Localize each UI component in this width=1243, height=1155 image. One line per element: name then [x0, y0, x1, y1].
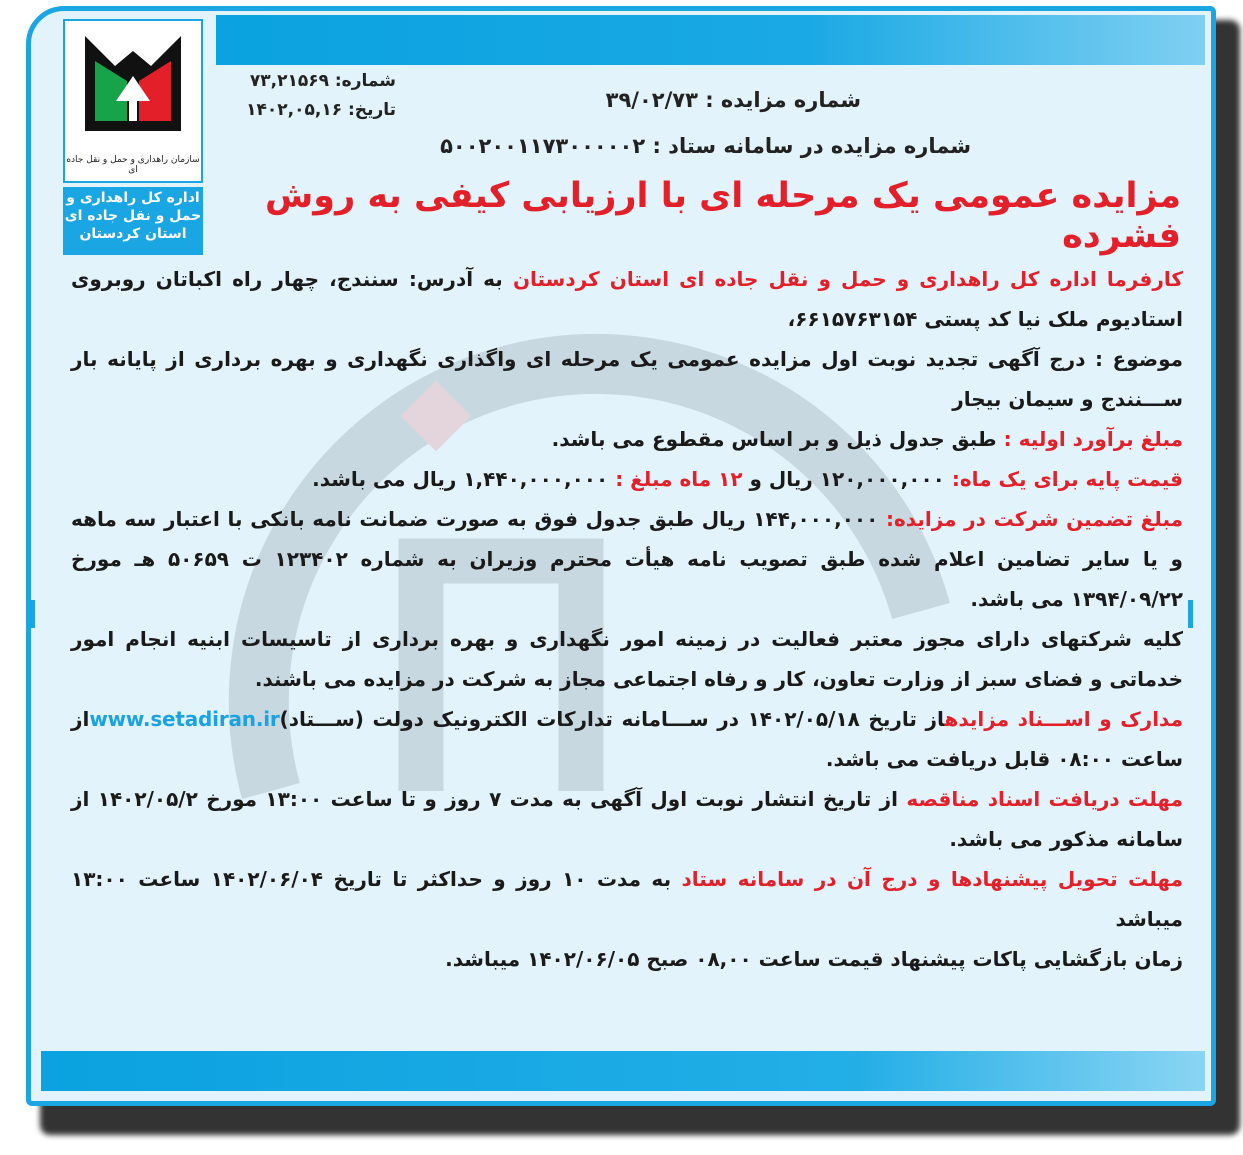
letter-number: شماره: ۷۳,۲۱۵۶۹ — [249, 71, 396, 91]
organization-name-box: اداره کل راهداری و حمل و نقل جاده ای استان کردستان — [63, 187, 203, 255]
letter-meta — [226, 67, 396, 125]
auction-number: شماره مزایده : ۳۹/۰۲/۷۳ — [605, 88, 861, 112]
monthly-price-label: قیمت پایه برای یک ماه: — [951, 467, 1183, 491]
right-fold-mark — [1188, 600, 1193, 628]
guarantee-text: ۱۴۴,۰۰۰,۰۰۰ ریال طبق جدول فوق به صورت ضمانت نامه بانکی با اعتبار سه ماهه و یا سایر تضامین اعلام شده طبق تصویب نامه هیأت محترم وزیران به شماره ۱۲۳۴۰۲ ت ۵۰۶۵۹ هـ مورخ ۱۳۹۴/۰۹/۲۲ می باشد. — [71, 507, 1183, 611]
documents-label: مدارک و اســـناد مزایده — [944, 707, 1183, 731]
documents-paragraph — [71, 699, 1183, 779]
opening-time-paragraph: زمان بازگشایی پاکات پیشنهاد قیمت ساعت ۰۸,۰۰ صبح ۱۴۰۲/۰۶/۰۵ میباشد. — [445, 947, 1183, 971]
guarantee-paragraph — [71, 499, 1183, 619]
auction-numbers — [411, 77, 971, 169]
annual-price-value: ۱,۴۴۰,۰۰۰,۰۰۰ ریال می باشد. — [312, 467, 616, 491]
submission-deadline-text: به مدت ۱۰ روز و حداکثر تا تاریخ ۱۴۰۲/۰۶/۰۴ ساعت ۱۳:۰۰ میباشد — [71, 867, 1183, 931]
documents-text: از تاریخ ۱۴۰۲/۰۵/۱۸ در ســـامانه تدارکات الکترونیک دولت (ســـتاد) — [279, 707, 945, 731]
annual-price-label: ۱۲ ماه مبلغ : — [615, 467, 743, 491]
advertisement-frame — [26, 6, 1216, 1106]
employer-paragraph — [71, 259, 1183, 339]
left-fold-mark — [30, 600, 35, 628]
estimate-text: طبق جدول ذیل و بر اساس مقطوع می باشد. — [551, 427, 1004, 451]
employer-address: به آدرس: سنندج، چهار راه اکباتان روبروی استادیوم ملک نیا کد پستی ۶۶۱۵۷۶۳۱۵۴، — [71, 267, 1183, 331]
setad-number: شماره مزایده در سامانه ستاد : ۵۰۰۲۰۰۱۱۷۳۰۰۰۰۰۲ — [440, 134, 971, 158]
page-title: مزایده عمومی یک مرحله ای با ارزیابی کیفی به روش فشرده — [265, 176, 1181, 256]
subject-paragraph: موضوع : درج آگهی تجدید نوبت اول مزایده عمومی یک مرحله ای واگذاری نگهداری و بهره برداری از پایانه بار ســـنندج و سیمان بیجار — [71, 347, 1183, 411]
monthly-price-value: ۱۲۰,۰۰۰,۰۰۰ ریال و — [742, 467, 952, 491]
document-deadline-label: مهلت دریافت اسناد مناقصه — [906, 787, 1183, 811]
document-deadline-text: از تاریخ انتشار نوبت اول آگهی به مدت ۷ روز و تا ساعت ۱۳:۰۰ مورخ ۱۴۰۲/۰۵/۲ از سامانه مذکور می باشد. — [71, 787, 1183, 851]
announcement-body — [71, 259, 1183, 979]
logo-caption: سازمان راهداری و حمل و نقل جاده ای — [66, 155, 200, 175]
top-banner-bar — [216, 15, 1205, 65]
road-organization-emblem-icon — [65, 21, 201, 151]
guarantee-label: مبلغ تضمین شرکت در مزایده: — [885, 507, 1183, 531]
setad-website-link[interactable]: www.setadiran.ir — [89, 707, 280, 731]
organization-logo — [63, 19, 203, 183]
estimate-label: مبلغ برآورد اولیه : — [1003, 427, 1183, 451]
estimate-paragraph — [71, 419, 1183, 459]
bottom-banner-bar — [41, 1051, 1205, 1091]
submission-deadline-label: مهلت تحویل پیشنهادها و درج آن در سامانه ستاد — [681, 867, 1184, 891]
letter-date: تاریخ: ۱۴۰۲,۰۵,۱۶ — [246, 100, 396, 120]
documents-time: از ساعت ۰۸:۰۰ قابل دریافت می باشد. — [71, 707, 1183, 771]
base-price-paragraph — [71, 459, 1183, 499]
document-deadline-paragraph — [71, 779, 1183, 859]
employer-label: کارفرما اداره کل راهداری و حمل و نقل جاده ای استان کردستان — [512, 267, 1183, 291]
eligibility-paragraph: کلیه شرکتهای دارای مجوز معتبر فعالیت در زمینه امور نگهداری و بهره برداری از تاسیسات ابنیه انجام امور خدماتی و فضای سبز از وزارت تعاون، کار و رفاه اجتماعی مجاز به شرکت در مزایده می باشند. — [71, 627, 1183, 691]
submission-deadline-paragraph — [71, 859, 1183, 939]
